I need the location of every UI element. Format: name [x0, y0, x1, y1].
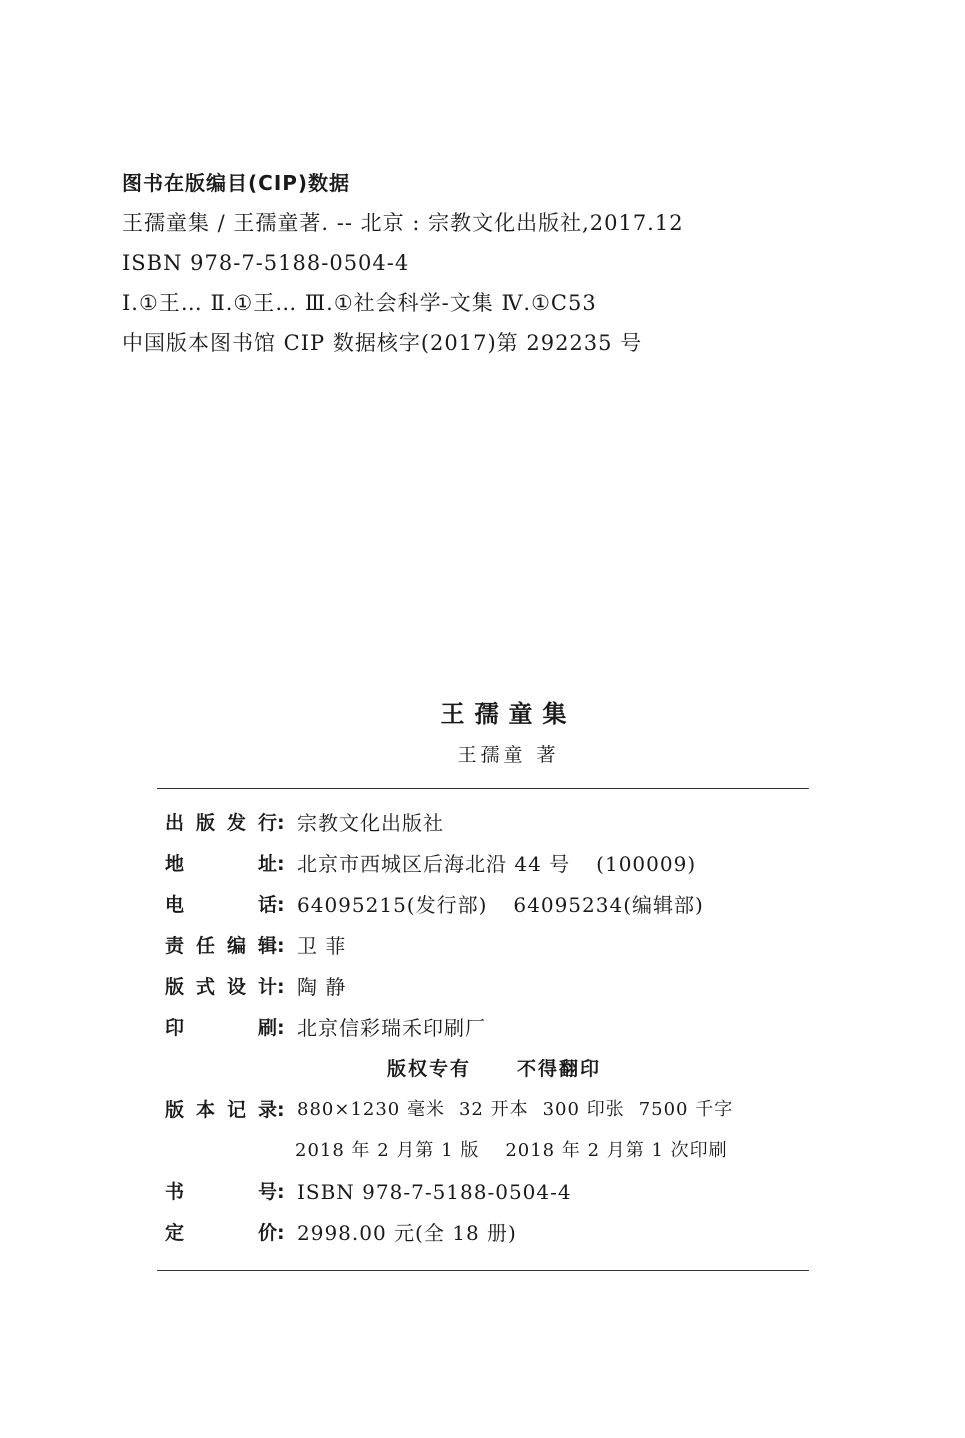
rights-reserved: 版权专有: [387, 1058, 472, 1080]
colon: :: [277, 976, 285, 998]
colon: :: [277, 935, 285, 957]
address-value: 北京市西城区后海北沿 44 号: [297, 852, 571, 876]
edition-kaiben: 32 开本: [458, 1099, 529, 1120]
cip-line-record-number: 中国版本图书馆 CIP 数据核字(2017)第 292235 号: [122, 331, 643, 355]
isbn-value: ISBN 978-7-5188-0504-4: [297, 1180, 572, 1204]
editor-label: 责任编辑: [165, 935, 277, 957]
edition-format: 880×1230 毫米: [297, 1099, 445, 1120]
top-divider: [157, 788, 809, 789]
book-author: 王孺童 著: [457, 744, 560, 766]
phone-value-wrap: [297, 888, 704, 922]
address-row: [165, 847, 805, 888]
colon: :: [277, 1222, 285, 1244]
edition-specs: [297, 1093, 733, 1127]
printer-row: [165, 1011, 805, 1052]
phone-row: [165, 888, 805, 929]
colon: :: [277, 853, 285, 875]
phone-label: 电话: [165, 894, 277, 916]
designer-row: [165, 970, 805, 1011]
colon: :: [277, 894, 285, 916]
colon: :: [277, 812, 285, 834]
colon: :: [277, 1181, 285, 1203]
editor-value: 卫 菲: [297, 934, 347, 958]
publisher-row: [165, 806, 805, 847]
cip-line-isbn: ISBN 978-7-5188-0504-4: [122, 251, 410, 275]
isbn-label: 书号: [165, 1181, 277, 1203]
edition-words: 7500 千字: [638, 1099, 734, 1120]
edition-label: 版本记录: [165, 1099, 277, 1121]
no-reproduction: 不得翻印: [517, 1058, 602, 1080]
cip-heading: 图书在版编目(CIP)数据: [122, 171, 351, 195]
phone-distribution: 64095215(发行部): [297, 893, 488, 917]
cip-block: [122, 168, 882, 368]
colon: :: [277, 1017, 285, 1039]
rights-row: [165, 1052, 805, 1093]
price-value: 2998.00 元(全 18 册): [297, 1221, 517, 1245]
cip-line-classification: Ⅰ.①王… Ⅱ.①王… Ⅲ.①社会科学-文集 Ⅳ.①C53: [122, 291, 597, 315]
designer-value: 陶 静: [297, 975, 347, 999]
address-value-wrap: [297, 847, 696, 881]
imprint-info: [165, 806, 805, 1257]
print-date: 2018 年 2 月第 1 次印刷: [505, 1140, 728, 1161]
editor-row: [165, 929, 805, 970]
publisher-label: 出版发行: [165, 812, 277, 834]
bottom-divider: [157, 1270, 809, 1271]
price-label: 定价: [165, 1222, 277, 1244]
publisher-value: 宗教文化出版社: [297, 811, 444, 835]
printer-label: 印刷: [165, 1017, 277, 1039]
address-postcode: (100009): [596, 852, 697, 876]
edition-row: [165, 1093, 805, 1134]
cip-line-title: 王孺童集 / 王孺童著. -- 北京 : 宗教文化出版社,2017.12: [122, 211, 684, 235]
printer-value: 北京信彩瑞禾印刷厂: [297, 1016, 486, 1040]
edition-sheets: 300 印张: [542, 1099, 625, 1120]
edition-dates: [295, 1134, 728, 1168]
edition-dates-row: [165, 1134, 805, 1175]
edition-date: 2018 年 2 月第 1 版: [295, 1140, 480, 1161]
designer-label: 版式设计: [165, 976, 277, 998]
isbn-row: [165, 1175, 805, 1216]
phone-editorial: 64095234(编辑部): [513, 893, 704, 917]
book-title: 王孺童集: [440, 700, 577, 728]
price-row: [165, 1216, 805, 1257]
colon: :: [277, 1099, 285, 1121]
address-label: 地址: [165, 853, 277, 875]
